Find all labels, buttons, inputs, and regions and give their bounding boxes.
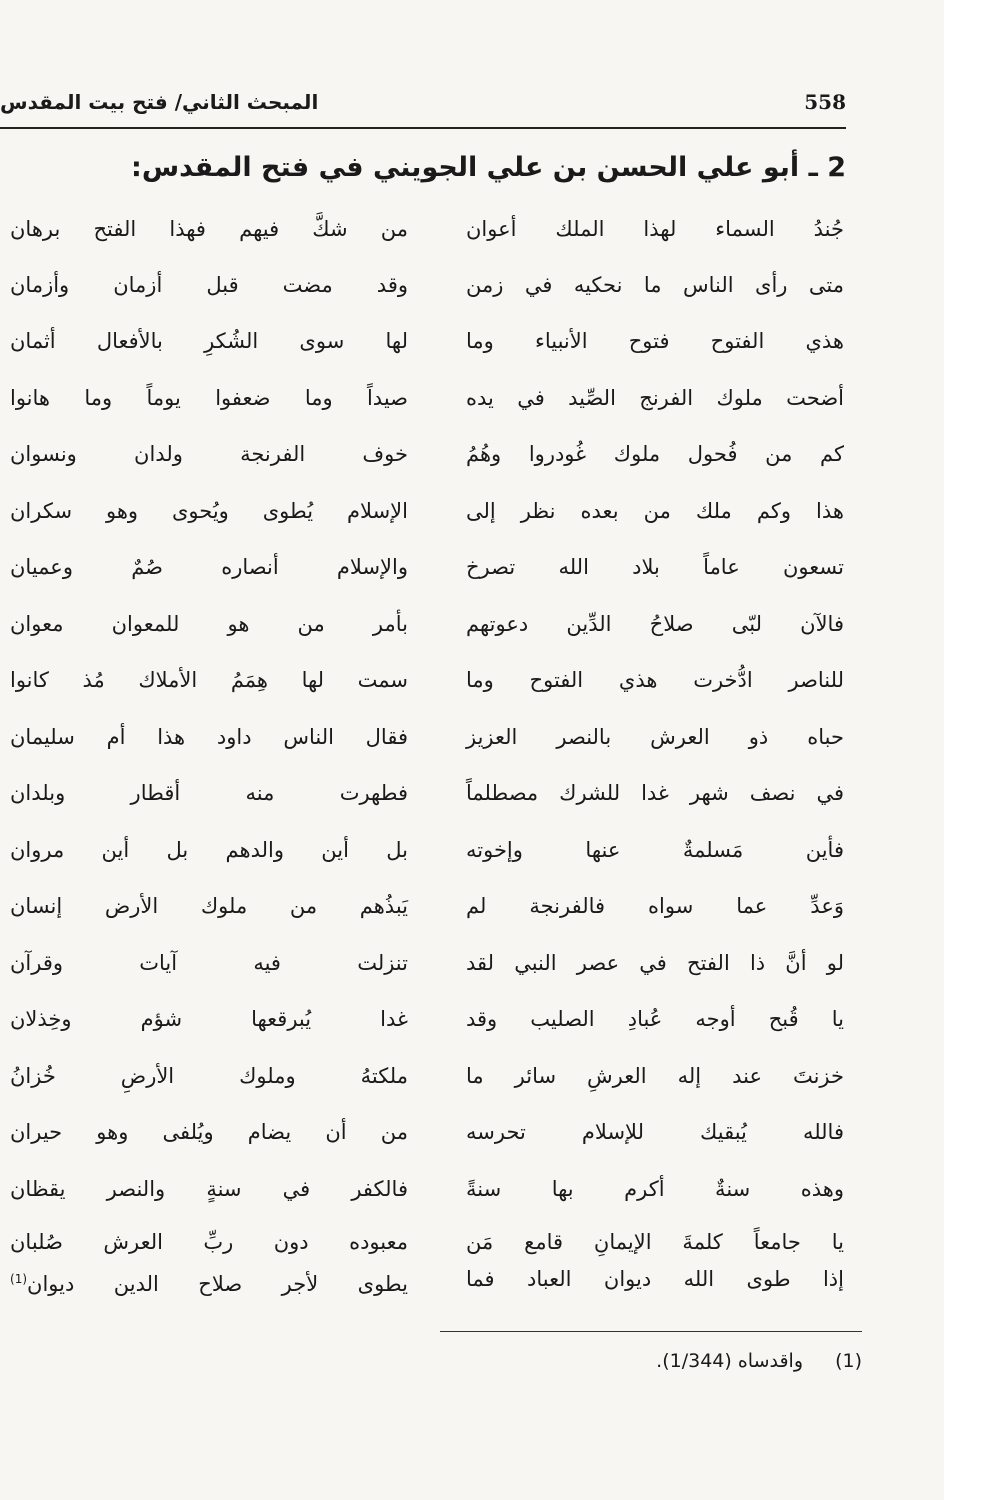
verse <box>0 778 944 833</box>
footnote <box>656 1350 862 1372</box>
verse-first-hemistich: وَعدِّ عما سواه فالفرنجة لم <box>466 894 844 918</box>
verse-first-hemistich: تسعون عاماً بلاد الله تصرخ <box>466 555 844 579</box>
verse-first-hemistich: يا جامعاً كلمةَ الإيمانِ قامع مَن <box>466 1230 844 1254</box>
verse-second-hemistich: من شكَّ فيهم فهذا الفتح برهان <box>10 217 408 241</box>
verse <box>0 835 944 890</box>
verse-second-hemistich: لها سوى الشُكرِ بالأفعال أثمان <box>10 329 408 353</box>
chapter-title: المبحث الثاني/ فتح بيت المقدس <box>0 90 319 114</box>
verse <box>0 383 944 438</box>
verse <box>0 609 944 664</box>
verse-second-hemistich: من أن يضام ويُلفى وهو حيران <box>10 1120 408 1144</box>
verse <box>0 665 944 720</box>
verse <box>0 270 944 325</box>
verse-first-hemistich: فالله يُبقيك للإسلام تحرسه <box>466 1120 844 1144</box>
verse-second-hemistich: وقد مضت قبل أزمان وأزمان <box>10 273 408 297</box>
verse-first-hemistich: يا قُبح أوجه عُبادِ الصليب وقد <box>466 1007 844 1031</box>
verse-first-hemistich: أضحت ملوك الفرنج الصِّيد في يده <box>466 386 844 410</box>
verse-first-hemistich: فأين مَسلمةٌ عنها وإخوته <box>466 838 844 862</box>
verse-second-hemistich: الإسلام يُطوى ويُحوى وهو سكران <box>10 499 408 523</box>
verse-second-hemistich: تنزلت فيه آيات وقرآن <box>10 951 408 975</box>
verse <box>0 439 944 494</box>
verse-second-hemistich: بأمر من هو للمعوان معوان <box>10 612 408 636</box>
verse-second-hemistich: فالكفر في سنةٍ والنصر يقظان <box>10 1177 408 1201</box>
verse-second-hemistich: خوف الفرنجة ولدان ونسوان <box>10 442 408 466</box>
verse-first-hemistich: لو أنَّ ذا الفتح في عصر النبي لقد <box>466 951 844 975</box>
verse <box>0 1117 944 1172</box>
verse-second-hemistich: ملكتهُ وملوك الأرضِ خُزانُ <box>10 1064 408 1088</box>
verse-second-hemistich: معبوده دون ربِّ العرش صُلبان <box>10 1230 408 1254</box>
verse-second-hemistich: يَبذُهم من ملوك الأرض إنسان <box>10 894 408 918</box>
footnote-marker[interactable]: (1) <box>10 1272 28 1286</box>
verse <box>0 948 944 1003</box>
verse-first-hemistich: في نصف شهر غدا للشرك مصطلماً <box>466 781 844 805</box>
verse-second-hemistich: بل أين والدهم بل أين مروان <box>10 838 408 862</box>
verse <box>0 891 944 946</box>
verse <box>0 326 944 381</box>
verse <box>0 496 944 551</box>
footnote-rule <box>440 1331 862 1332</box>
verse-first-hemistich: هذي الفتوح فتوح الأنبياء وما <box>466 329 844 353</box>
verse-first-hemistich: إذا طوى الله ديوان العباد فما <box>466 1267 844 1291</box>
verse-first-hemistich: متى رأى الناس ما نحكيه في زمن <box>466 273 844 297</box>
verse-first-hemistich: فالآن لبّى صلاحُ الدِّين دعوتهم <box>466 612 844 636</box>
page-margin <box>944 0 996 1500</box>
verse-second-hemistich: صيداً وما ضعفوا يوماً وما هانوا <box>10 386 408 410</box>
verse-second-hemistich: والإسلام أنصاره صُمٌ وعميان <box>10 555 408 579</box>
verse <box>0 722 944 777</box>
verse <box>0 1004 944 1059</box>
verse <box>0 1061 944 1116</box>
footnote-text: واقدساه (1/344). <box>656 1350 804 1372</box>
verse-first-hemistich: هذا وكم ملك من بعده نظر إلى <box>466 499 844 523</box>
verse <box>0 214 944 269</box>
verse-second-hemistich: فطهرت منه أقطار وبلدان <box>10 781 408 805</box>
verse-second-hemistich: سمت لها هِمَمُ الأملاك مُذ كانوا <box>10 668 408 692</box>
verse-second-hemistich: غدا يُبرقعها شؤم وخِذلان <box>10 1007 408 1031</box>
verse-first-hemistich: خزنتَ عند إله العرشِ سائر ما <box>466 1064 844 1088</box>
page-number: 558 <box>804 90 846 114</box>
footnote-number: (1) <box>835 1350 862 1372</box>
verse-first-hemistich: للناصر ادُّخرت هذي الفتوح وما <box>466 668 844 692</box>
section-heading: 2 ـ أبو علي الحسن بن علي الجويني في فتح المقدس: <box>131 152 846 183</box>
verse-first-hemistich: حباه ذو العرش بالنصر العزيز <box>466 725 844 749</box>
verse-first-hemistich: جُندُ السماء لهذا الملك أعوان <box>466 217 844 241</box>
verse-first-hemistich: وهذه سنةٌ أكرم بها سنةً <box>466 1177 844 1201</box>
verse-second-hemistich: فقال الناس داود هذا أم سليمان <box>10 725 408 749</box>
verse-first-hemistich: كم من فُحول ملوك غُودروا وهُمُ <box>466 442 844 466</box>
verse <box>0 1174 944 1229</box>
verse <box>0 1264 944 1319</box>
verse-text: يطوى لأجر صلاح الدين ديوان <box>27 1272 408 1296</box>
verse <box>0 552 944 607</box>
verse-second-hemistich <box>10 1264 408 1299</box>
